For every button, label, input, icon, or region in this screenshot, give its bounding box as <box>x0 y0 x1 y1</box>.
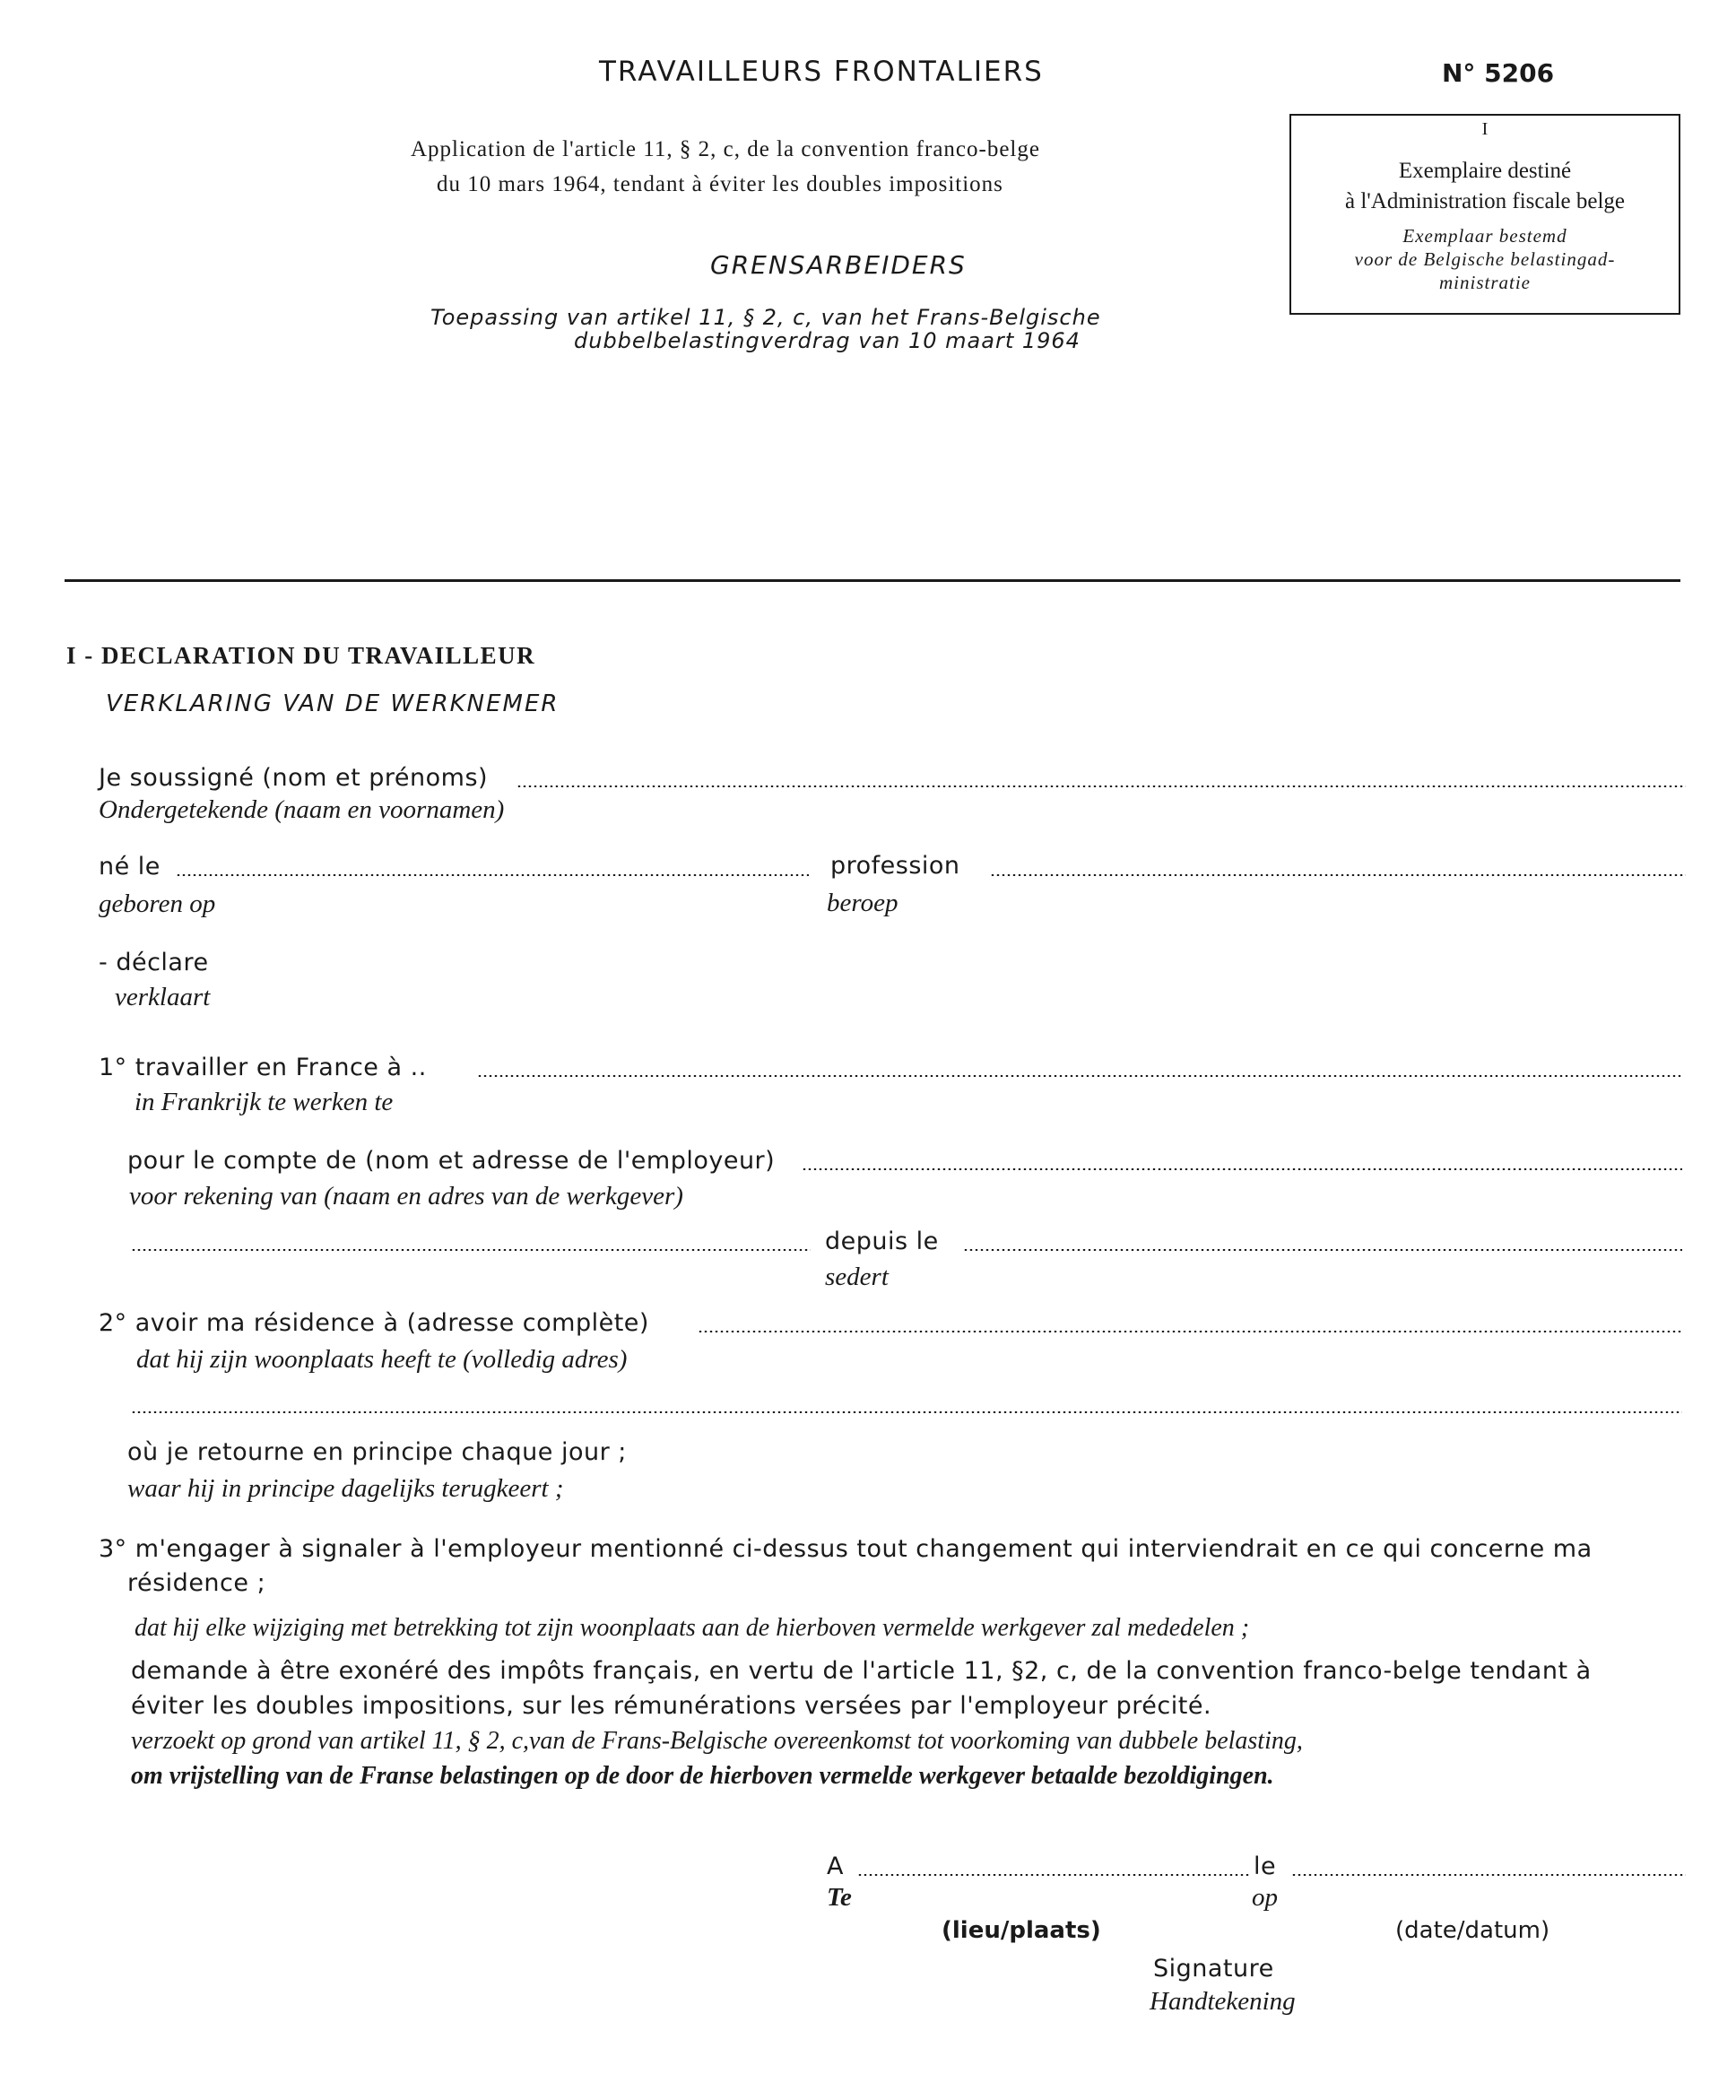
employer-field-line[interactable] <box>802 1168 1682 1170</box>
copy-destination-fr-line2: à l'Administration fiscale belge <box>1344 189 1626 213</box>
residence-label-nl: dat hij zijn woonplaats heeft te (volledig adres) <box>136 1345 628 1374</box>
exemption-request-nl-line1: verzoekt op grond van artikel 11, § 2, c,van de Frans-Belgische overeenkomst tot voorkoming van dubbele belasting, <box>131 1727 1303 1755</box>
section-heading-fr: I - DECLARATION DU TRAVAILLEUR <box>66 642 536 669</box>
employer-label-fr: pour le compte de (nom et adresse de l'employeur) <box>127 1147 776 1175</box>
copy-destination-nl-line3: ministratie <box>1438 272 1531 293</box>
daily-return-label-nl: waar hij in principe dagelijks terugkeert ; <box>127 1474 564 1503</box>
profession-label-nl: beroep <box>827 889 898 917</box>
subtitle-nl-line2: dubbelbelastingverdrag van 10 maart 1964 <box>574 328 1081 353</box>
date-label-fr: le <box>1254 1853 1277 1880</box>
profession-field-line[interactable] <box>990 874 1686 876</box>
employer-label-nl: voor rekening van (naam en adres van de werkgever) <box>129 1182 683 1211</box>
engagement-nl: dat hij elke wijziging met betrekking tot zijn woonplaats aan de hierboven vermelde werkgever zal mededelen ; <box>135 1614 1250 1642</box>
form-number: N° 5206 <box>1442 58 1555 88</box>
residence-field-line[interactable] <box>698 1331 1682 1332</box>
copy-destination-nl-line2: voor de Belgische belastingad- <box>1354 248 1616 270</box>
profession-label-fr: profession <box>830 852 960 880</box>
date-field-line[interactable] <box>1291 1874 1686 1876</box>
work-location-label-fr: 1° travailler en France à .. <box>99 1054 427 1081</box>
subtitle-nl-line1: Toepassing van artikel 11, § 2, c, van het Frans-Belgische <box>430 305 1101 330</box>
residence-field-line-2[interactable] <box>131 1411 1682 1413</box>
birth-date-label-fr: né le <box>99 853 161 881</box>
exemption-request-nl-line2: om vrijstelling van de Franse belastingen op de door de hierboven vermelde werkgever betaalde bezoldigingen. <box>131 1762 1274 1790</box>
copy-destination-box <box>1289 114 1680 315</box>
work-location-label-nl: in Frankrijk te werken te <box>135 1088 394 1116</box>
copy-number: I <box>1481 119 1489 139</box>
exemption-request-fr-line1: demande à être exonéré des impôts français, en vertu de l'article 11, §2, c, de la convention franco-belge tendant à <box>131 1657 1592 1685</box>
date-caption: (date/datum) <box>1395 1917 1550 1944</box>
place-label-nl: Te <box>827 1883 852 1912</box>
subtitle-fr-line2: du 10 mars 1964, tendant à éviter les doubles impositions <box>437 172 1003 196</box>
copy-destination-nl-line1: Exemplaar bestemd <box>1402 225 1567 247</box>
place-field-line[interactable] <box>857 1874 1250 1876</box>
birth-date-label-nl: geboren op <box>99 889 216 918</box>
subtitle-fr-line1: Application de l'article 11, § 2, c, de la convention franco-belge <box>411 137 1040 161</box>
name-label-nl: Ondergetekende (naam en voornamen) <box>99 795 505 824</box>
form-title-nl: GRENSARBEIDERS <box>710 250 967 280</box>
declare-label-nl: verklaart <box>115 983 211 1011</box>
signature-label-nl: Handtekening <box>1150 1987 1296 2016</box>
signature-label-fr: Signature <box>1153 1955 1274 1983</box>
declare-label-fr: - déclare <box>99 949 209 976</box>
form-title-fr: TRAVAILLEURS FRONTALIERS <box>599 56 1044 88</box>
employer-field-line-2[interactable] <box>131 1249 811 1251</box>
copy-destination-fr-line1: Exemplaire destiné <box>1398 159 1572 183</box>
residence-label-fr: 2° avoir ma résidence à (adresse complète) <box>99 1309 649 1337</box>
since-label-nl: sedert <box>825 1263 889 1291</box>
since-field-line[interactable] <box>963 1249 1682 1251</box>
section-heading-nl: VERKLARING VAN DE WERKNEMER <box>106 690 560 717</box>
birth-date-field-line[interactable] <box>176 874 809 876</box>
exemption-request-fr-line2: éviter les doubles impositions, sur les rémunérations versées par l'employeur précité. <box>131 1692 1212 1720</box>
work-location-field-line[interactable] <box>477 1075 1682 1077</box>
place-caption: (lieu/plaats) <box>942 1917 1101 1944</box>
engagement-fr-line1: 3° m'engager à signaler à l'employeur mentionné ci-dessus tout changement qui interviendrait en ce qui concerne ma <box>99 1535 1593 1563</box>
name-field-line[interactable] <box>516 785 1686 787</box>
header-divider <box>65 579 1680 582</box>
place-label-fr: A <box>827 1853 844 1880</box>
since-label-fr: depuis le <box>825 1228 939 1255</box>
name-label-fr: Je soussigné (nom et prénoms) <box>99 764 489 792</box>
date-label-nl: op <box>1252 1883 1278 1912</box>
engagement-fr-line2: résidence ; <box>127 1569 266 1597</box>
daily-return-label-fr: où je retourne en principe chaque jour ; <box>127 1438 627 1466</box>
